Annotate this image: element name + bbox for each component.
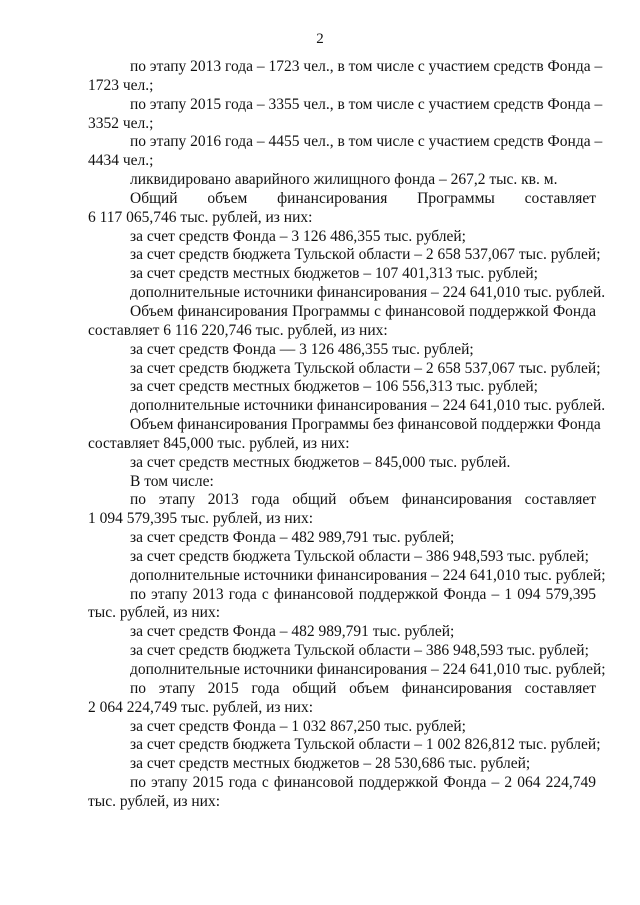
text-line: ликвидировано аварийного жилищного фонда – 267,2 тыс. кв. м. <box>130 171 558 189</box>
text-line: Объем финансирования Программы с финансовой поддержкой Фонда <box>130 302 596 320</box>
document-body <box>88 58 606 812</box>
text-line: за счет средств Фонда — 3 126 486,355 тыс. рублей; <box>130 340 474 358</box>
text-line: по этапу 2016 года – 4455 чел., в том числе с участием средств Фонда – <box>130 133 603 151</box>
text-line: по этапу 2013 года с финансовой поддержкой Фонда – 1 094 579,395 <box>130 585 596 603</box>
text-line: дополнительные источники финансирования – 224 641,010 тыс. рублей. <box>130 397 606 415</box>
text-line: по этапу 2013 года – 1723 чел., в том числе с участием средств Фонда – <box>130 58 603 75</box>
text-line: по этапу 2015 года с финансовой поддержкой Фонда – 2 064 224,749 <box>130 774 596 792</box>
text-line: 1723 чел.; <box>88 76 154 94</box>
text-line: тыс. рублей, из них: <box>88 604 221 622</box>
text-line: составляет 6 116 220,746 тыс. рублей, из них: <box>88 321 388 339</box>
text-line: 4434 чел.; <box>88 152 154 170</box>
text-line: Общий объем финансирования Программы составляет <box>130 189 596 207</box>
text-line: за счет средств Фонда – 3 126 486,355 тыс. рублей; <box>130 227 466 245</box>
text-line: 1 094 579,395 тыс. рублей, из них: <box>88 510 314 528</box>
text-line: В том числе: <box>130 472 214 490</box>
page-number: 2 <box>316 31 324 47</box>
text-line: тыс. рублей, из них: <box>88 792 221 810</box>
text-line: за счет средств Фонда – 482 989,791 тыс. рублей; <box>130 623 455 641</box>
text-line: за счет средств бюджета Тульской области – 2 658 537,067 тыс. рублей; <box>130 246 601 264</box>
text-line: за счет средств местных бюджетов – 845,000 тыс. рублей. <box>130 453 511 471</box>
text-line: за счет средств бюджета Тульской области – 386 948,593 тыс. рублей; <box>130 642 589 660</box>
text-line: 2 064 224,749 тыс. рублей, из них: <box>88 698 314 716</box>
text-line: Объем финансирования Программы без финансовой поддержки Фонда <box>130 416 601 434</box>
text-line: за счет средств местных бюджетов – 28 530,686 тыс. рублей; <box>130 755 531 773</box>
text-line: за счет средств местных бюджетов – 107 401,313 тыс. рублей; <box>130 265 538 283</box>
text-line: дополнительные источники финансирования – 224 641,010 тыс. рублей; <box>130 566 606 584</box>
text-line: дополнительные источники финансирования – 224 641,010 тыс. рублей; <box>130 661 606 678</box>
text-line: за счет средств бюджета Тульской области – 386 948,593 тыс. рублей; <box>130 547 589 565</box>
text-line: по этапу 2015 года общий объем финансирования составляет <box>130 679 596 697</box>
text-line: 3352 чел.; <box>88 114 154 132</box>
text-line: 6 117 065,746 тыс. рублей, из них: <box>88 208 313 226</box>
text-line: по этапу 2015 года – 3355 чел., в том числе с участием средств Фонда – <box>130 95 603 113</box>
text-line: за счет средств Фонда – 1 032 867,250 тыс. рублей; <box>130 717 466 735</box>
text-line: за счет средств Фонда – 482 989,791 тыс. рублей; <box>130 529 455 547</box>
text-line: составляет 845,000 тыс. рублей, из них: <box>88 434 350 452</box>
text-line: за счет средств бюджета Тульской области – 2 658 537,067 тыс. рублей; <box>130 359 601 377</box>
text-line: за счет средств местных бюджетов – 106 556,313 тыс. рублей; <box>130 378 538 396</box>
text-line: дополнительные источники финансирования – 224 641,010 тыс. рублей. <box>130 284 606 302</box>
text-line: по этапу 2013 года общий объем финансирования составляет <box>130 491 596 509</box>
text-line: за счет средств бюджета Тульской области – 1 002 826,812 тыс. рублей; <box>130 736 601 754</box>
